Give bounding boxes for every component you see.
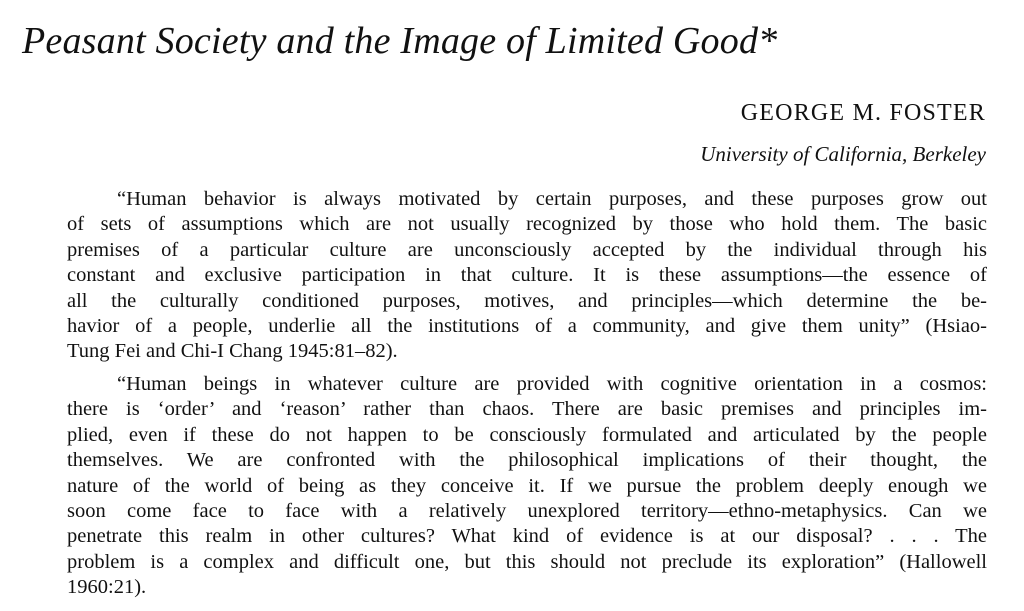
quote-line: all the culturally conditioned purposes, motives, and principles—which determine the be- <box>67 289 987 312</box>
quote-line: problem is a complex and difficult one, but this should not preclude its exploration” (Hallowell <box>67 550 987 573</box>
quote-line: nature of the world of being as they conceive it. If we pursue the problem deeply enough we <box>67 474 987 497</box>
epigraph-quote-1 <box>67 187 987 365</box>
quote-line: of sets of assumptions which are not usually recognized by those who hold them. The basic <box>67 213 987 236</box>
quote-line: “Human beings in whatever culture are provided with cognitive orientation in a cosmos: <box>117 373 987 395</box>
quote-line: constant and exclusive participation in that culture. It is these assumptions—the essence of <box>67 264 987 287</box>
quote-line: premises of a particular culture are unconsciously accepted by the individual through his <box>67 238 987 261</box>
quote-line: soon come face to face with a relatively unexplored territory—ethno-metaphysics. Can we <box>67 499 987 522</box>
epigraph-quote-2 <box>67 372 987 601</box>
quote-line: themselves. We are confronted with the philosophical implications of their thought, the <box>67 449 987 472</box>
quote-line: havior of a people, underlie all the institutions of a community, and give them unity” (Hsiao- <box>67 314 987 337</box>
author-name: GEORGE M. FOSTER <box>740 100 986 126</box>
quote-line: there is ‘order’ and ‘reason’ rather than chaos. There are basic premises and principles im- <box>67 398 987 421</box>
quote-line: 1960:21). <box>67 576 147 599</box>
quote-line: plied, even if these do not happen to be consciously formulated and articulated by the people <box>67 423 987 446</box>
author-affiliation: University of California, Berkeley <box>700 142 986 166</box>
quote-line: penetrate this realm in other cultures? What kind of evidence is at our disposal? . . . The <box>67 525 987 548</box>
quote-line: Tung Fei and Chi-I Chang 1945:81–82). <box>67 340 398 363</box>
quote-line: “Human behavior is always motivated by certain purposes, and these purposes grow out <box>117 188 987 210</box>
article-title: Peasant Society and the Image of Limited Good* <box>22 20 778 62</box>
